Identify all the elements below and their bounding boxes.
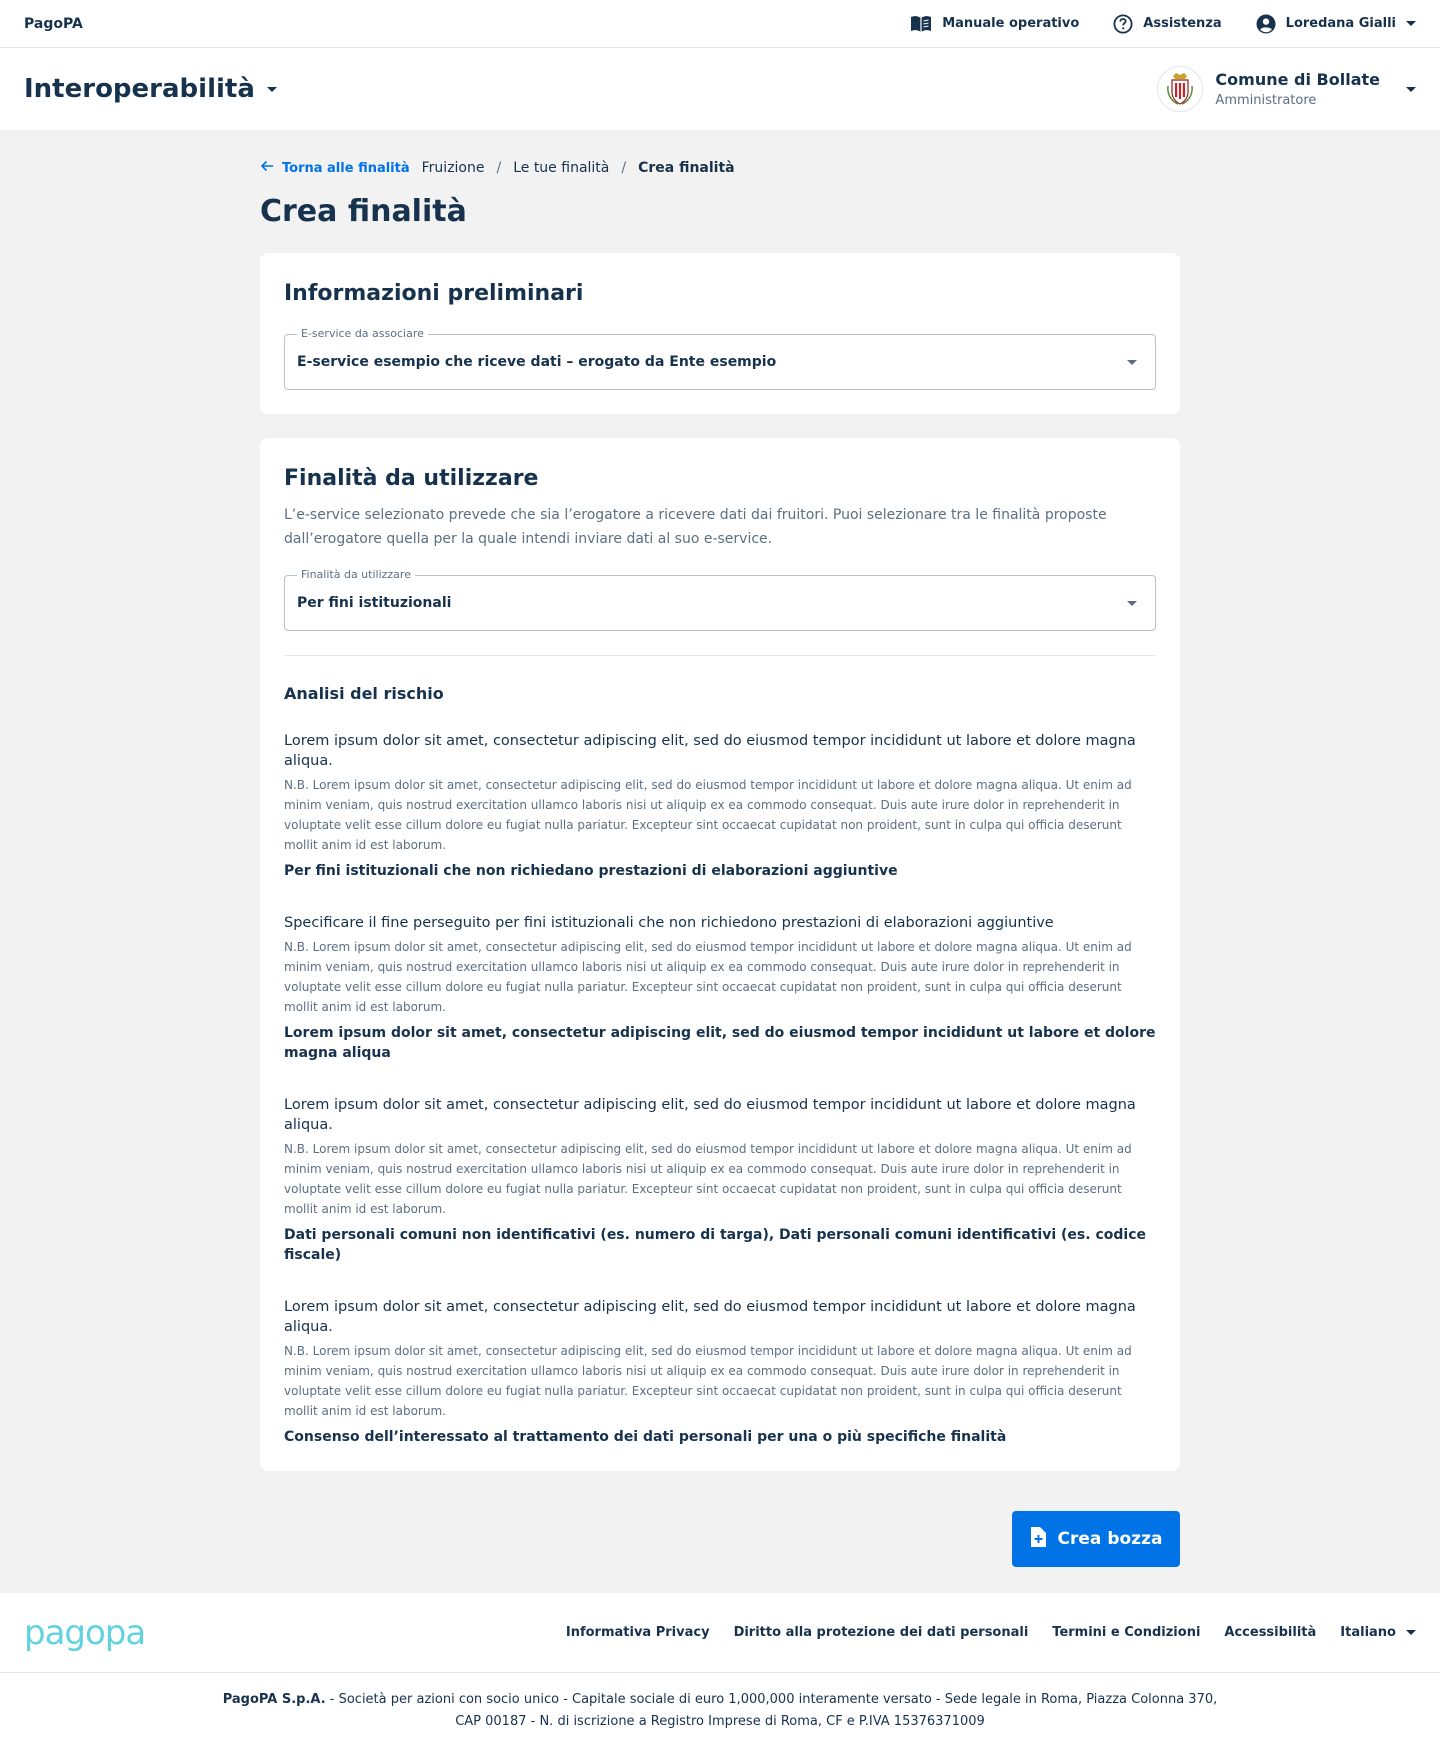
question-text: Lorem ipsum dolor sit amet, consectetur adipiscing elit, sed do eiusmod tempor incididunt ut labore et dolore magna aliqua.: [284, 733, 1136, 769]
card-description: L’e-service selezionato prevede che sia l’erogatore a ricevere dati dai fruitori. Puoi selezionare tra le finalità proposte dall’erogatore quella per la quale intendi inviare dati al suo e-service.: [284, 507, 1107, 547]
party-role: Amministratore: [1215, 93, 1317, 108]
chevron-down-icon: [1406, 1630, 1416, 1635]
legal-line-2: CAP 00187 - N. di iscrizione a Registro Imprese di Roma, CF e P.IVA 15376371009: [455, 1714, 985, 1729]
risk-analysis-title: Analisi del rischio: [284, 684, 444, 703]
breadcrumb-separator: /: [621, 160, 627, 176]
footer-link-data-protection[interactable]: Diritto alla protezione dei dati personali: [733, 1625, 1029, 1640]
breadcrumb: [260, 158, 1180, 178]
create-draft-button[interactable]: [1012, 1511, 1180, 1567]
dropdown-arrow-icon: [1127, 360, 1137, 365]
manual-link-label: Manuale operativo: [942, 16, 1080, 31]
help-icon: [1113, 14, 1133, 34]
footer: [0, 1593, 1440, 1745]
product-switcher[interactable]: [24, 74, 277, 104]
question-answer: Per fini istituzionali che non richiedano prestazioni di elaborazioni aggiuntive: [284, 863, 898, 879]
create-draft-label: Crea bozza: [1057, 1529, 1163, 1549]
arrow-left-icon: [260, 160, 274, 176]
eservice-select-value: E-service esempio che riceve dati – erogato da Ente esempio: [297, 354, 777, 370]
add-document-icon: [1030, 1527, 1046, 1552]
risk-question: [284, 731, 1156, 881]
assistance-link-label: Assistenza: [1143, 16, 1222, 31]
pagopa-logo[interactable]: pagopa: [24, 1612, 146, 1653]
purpose-select-value: Per fini istituzionali: [297, 595, 452, 611]
product-title: Interoperabilità: [24, 74, 255, 104]
question-note: N.B. Lorem ipsum dolor sit amet, consectetur adipiscing elit, sed do eiusmod tempor incididunt ut labore et dolore magna aliqua. Ut enim ad minim veniam, quis nostrud exercitation ullamco laboris nisi ut aliquip ex ea commodo consequat. Duis aute irure dolor in reprehenderit in voluptate velit esse cillum dolore eu fugiat nulla pariatur. Excepteur sint occaecat cupidatat non proident, sunt in culpa qui officia deserunt mollit anim id est laborum.: [284, 1142, 1132, 1216]
question-answer: Dati personali comuni non identificativi (es. numero di targa), Dati personali comuni identificativi (es. codice fiscale): [284, 1227, 1146, 1263]
party-switcher[interactable]: [1157, 66, 1416, 112]
main-content: [260, 130, 1180, 1593]
footer-link-accessibility[interactable]: Accessibilità: [1224, 1625, 1317, 1640]
legal-info: [0, 1673, 1440, 1745]
question-text: Specificare il fine perseguito per fini istituzionali che non richiedono prestazioni di elaborazioni aggiuntive: [284, 915, 1054, 931]
footer-link-privacy[interactable]: Informativa Privacy: [565, 1625, 710, 1640]
municipal-crest-icon: [1157, 66, 1203, 112]
assistance-link[interactable]: [1113, 14, 1221, 34]
question-text: Lorem ipsum dolor sit amet, consectetur adipiscing elit, sed do eiusmod tempor incididunt ut labore et dolore magna aliqua.: [284, 1299, 1136, 1335]
question-answer: Lorem ipsum dolor sit amet, consectetur adipiscing elit, sed do eiusmod tempor incididunt ut labore et dolore magna aliqua: [284, 1025, 1156, 1061]
party-info: [1215, 70, 1380, 108]
footer-link-terms[interactable]: Termini e Condizioni: [1052, 1625, 1201, 1640]
risk-question: [284, 1095, 1156, 1265]
question-answer: Consenso dell’interessato al trattamento dei dati personali per una o più specifiche finalità: [284, 1429, 1007, 1445]
chevron-down-icon: [1406, 87, 1416, 92]
breadcrumb-item-current: Crea finalità: [638, 160, 735, 176]
purpose-select[interactable]: [284, 568, 1156, 631]
party-name: Comune di Bollate: [1215, 70, 1380, 89]
question-note: N.B. Lorem ipsum dolor sit amet, consectetur adipiscing elit, sed do eiusmod tempor incididunt ut labore et dolore magna aliqua. Ut enim ad minim veniam, quis nostrud exercitation ullamco laboris nisi ut aliquip ex ea commodo consequat. Duis aute irure dolor in reprehenderit in voluptate velit esse cillum dolore eu fugiat nulla pariatur. Excepteur sint occaecat cupidatat non proident, sunt in culpa qui officia deserunt mollit anim id est laborum.: [284, 940, 1132, 1014]
question-text: Lorem ipsum dolor sit amet, consectetur adipiscing elit, sed do eiusmod tempor incididunt ut labore et dolore magna aliqua.: [284, 1097, 1136, 1133]
chevron-down-icon: [1406, 21, 1416, 26]
language-select[interactable]: [1340, 1625, 1416, 1640]
breadcrumb-item-finalita[interactable]: Le tue finalità: [513, 160, 610, 176]
back-link-label: Torna alle finalità: [282, 160, 410, 176]
legal-text-1: - Società per azioni con socio unico - Capitale sociale di euro 1,000,000 interamente versato - Sede legale in Roma, Piazza Colonna 370,: [325, 1692, 1218, 1707]
footer-links: [566, 1625, 1416, 1640]
page-title: Crea finalità: [260, 194, 467, 229]
chevron-down-icon: [267, 87, 277, 92]
product-header: [0, 48, 1440, 130]
breadcrumb-separator: /: [496, 160, 502, 176]
book-icon: [910, 15, 932, 33]
user-name: Loredana Gialli: [1285, 16, 1396, 31]
risk-question: [284, 1297, 1156, 1447]
card-title: Informazioni preliminari: [284, 281, 584, 306]
breadcrumb-item-fruizione[interactable]: Fruizione: [421, 160, 485, 176]
top-header: [0, 0, 1440, 48]
question-note: N.B. Lorem ipsum dolor sit amet, consectetur adipiscing elit, sed do eiusmod tempor incididunt ut labore et dolore magna aliqua. Ut enim ad minim veniam, quis nostrud exercitation ullamco laboris nisi ut aliquip ex ea commodo consequat. Duis aute irure dolor in reprehenderit in voluptate velit esse cillum dolore eu fugiat nulla pariatur. Excepteur sint occaecat cupidatat non proident, sunt in culpa qui officia deserunt mollit anim id est laborum.: [284, 1344, 1132, 1418]
divider: [284, 655, 1156, 656]
language-label: Italiano: [1340, 1625, 1396, 1640]
footer-top: [0, 1593, 1440, 1673]
legal-line-1: [0, 1689, 1440, 1711]
eservice-select-label: E-service da associare: [297, 327, 428, 340]
company-name: PagoPA S.p.A.: [222, 1692, 326, 1707]
back-link[interactable]: [260, 160, 410, 176]
account-icon: [1256, 14, 1276, 34]
eservice-select[interactable]: [284, 327, 1156, 390]
form-actions: [260, 1511, 1180, 1567]
user-menu[interactable]: [1256, 14, 1416, 34]
card-title: Finalità da utilizzare: [284, 466, 539, 491]
risk-question: [284, 913, 1156, 1063]
purpose-card: [260, 438, 1180, 1471]
dropdown-arrow-icon: [1127, 601, 1137, 606]
purpose-select-label: Finalità da utilizzare: [297, 568, 415, 581]
pagopa-brand[interactable]: PagoPA: [24, 15, 83, 32]
manual-link[interactable]: [910, 15, 1079, 33]
question-note: N.B. Lorem ipsum dolor sit amet, consectetur adipiscing elit, sed do eiusmod tempor incididunt ut labore et dolore magna aliqua. Ut enim ad minim veniam, quis nostrud exercitation ullamco laboris nisi ut aliquip ex ea commodo consequat. Duis aute irure dolor in reprehenderit in voluptate velit esse cillum dolore eu fugiat nulla pariatur. Excepteur sint occaecat cupidatat non proident, sunt in culpa qui officia deserunt mollit anim id est laborum.: [284, 778, 1132, 852]
preliminary-info-card: [260, 253, 1180, 414]
top-header-actions: [910, 14, 1416, 34]
